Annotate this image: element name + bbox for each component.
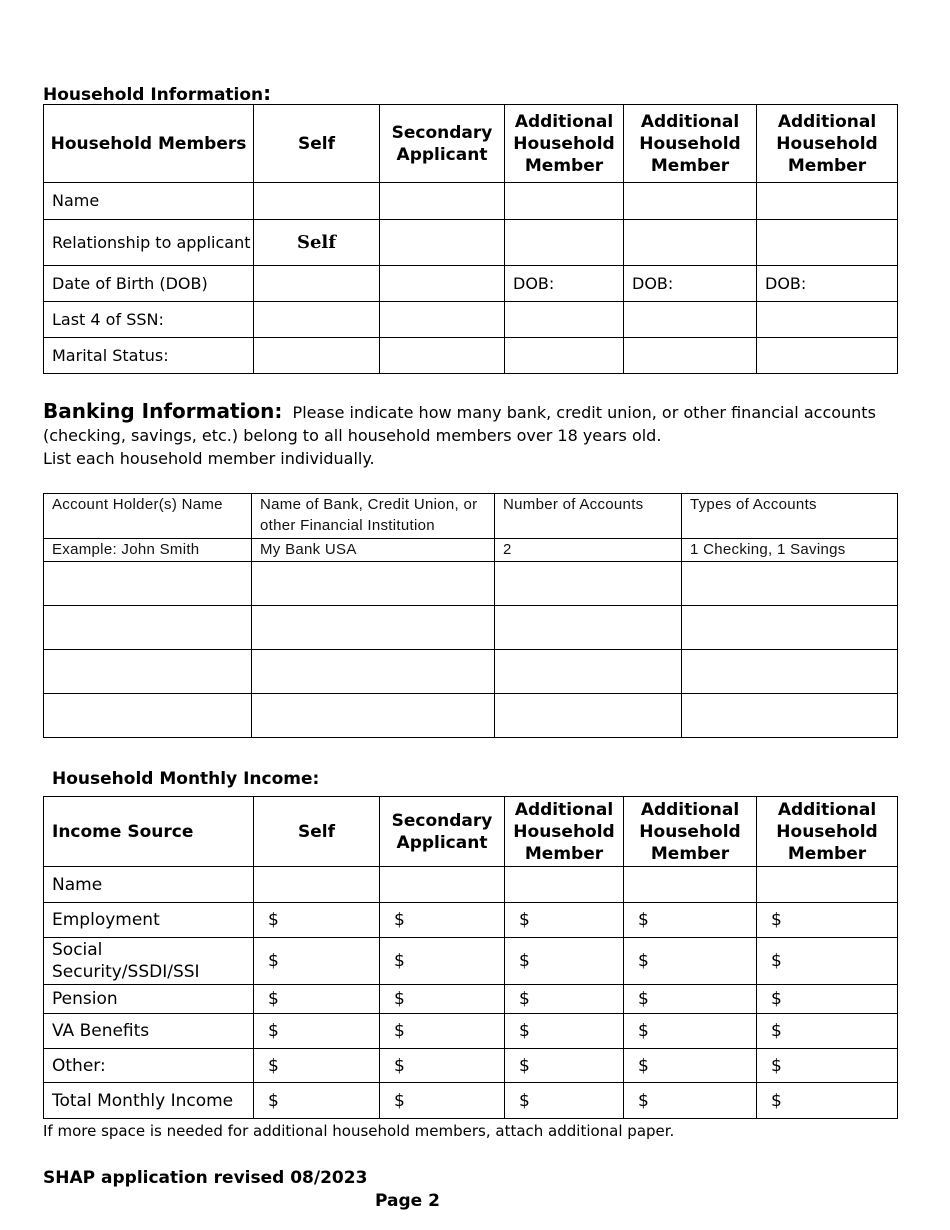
table-cell[interactable] bbox=[254, 183, 380, 220]
col-header: Number of Accounts bbox=[495, 494, 682, 539]
table-cell[interactable] bbox=[495, 562, 682, 606]
col-header: Household Members bbox=[44, 105, 254, 183]
table-row bbox=[44, 266, 898, 302]
table-cell[interactable]: DOB: bbox=[757, 266, 898, 302]
table-cell: 1 Checking, 1 Savings bbox=[682, 539, 898, 562]
household-table bbox=[43, 104, 898, 374]
amount-cell[interactable]: $ bbox=[757, 938, 898, 985]
table-cell[interactable] bbox=[495, 650, 682, 694]
col-header: Secondary Applicant bbox=[380, 797, 505, 867]
revision-footer: SHAP application revised 08/2023 bbox=[43, 1168, 368, 1188]
table-cell[interactable] bbox=[252, 562, 495, 606]
banking-intro bbox=[43, 400, 913, 470]
table-cell[interactable] bbox=[624, 338, 757, 374]
amount-cell[interactable]: $ bbox=[505, 1083, 624, 1119]
col-header: Name of Bank, Credit Union, or other Financial Institution bbox=[252, 494, 495, 539]
table-cell[interactable] bbox=[757, 302, 898, 338]
amount-cell[interactable]: $ bbox=[380, 1014, 505, 1049]
col-header: Additional Household Member bbox=[505, 105, 624, 183]
income-table bbox=[43, 796, 898, 1119]
banking-intro-text-2: List each household member individually. bbox=[43, 449, 375, 468]
table-cell[interactable] bbox=[380, 266, 505, 302]
table-cell[interactable] bbox=[495, 606, 682, 650]
table-cell[interactable] bbox=[254, 266, 380, 302]
table-cell[interactable] bbox=[505, 183, 624, 220]
col-header: Account Holder(s) Name bbox=[44, 494, 252, 539]
table-cell[interactable] bbox=[505, 302, 624, 338]
amount-cell[interactable]: $ bbox=[624, 1014, 757, 1049]
table-cell[interactable]: DOB: bbox=[505, 266, 624, 302]
table-cell[interactable] bbox=[624, 302, 757, 338]
table-cell[interactable] bbox=[254, 302, 380, 338]
amount-cell[interactable]: $ bbox=[757, 1083, 898, 1119]
amount-cell[interactable]: $ bbox=[380, 1049, 505, 1083]
table-cell[interactable] bbox=[682, 694, 898, 738]
table-cell: My Bank USA bbox=[252, 539, 495, 562]
table-row bbox=[44, 903, 898, 938]
table-cell[interactable] bbox=[505, 220, 624, 266]
table-row bbox=[44, 1049, 898, 1083]
table-cell[interactable] bbox=[252, 606, 495, 650]
amount-cell[interactable]: $ bbox=[505, 938, 624, 985]
table-cell: Example: John Smith bbox=[44, 539, 252, 562]
row-label: VA Benefits bbox=[44, 1014, 254, 1049]
banking-table bbox=[43, 493, 898, 738]
table-row bbox=[44, 867, 898, 903]
col-header: Additional Household Member bbox=[624, 105, 757, 183]
col-header: Additional Household Member bbox=[505, 797, 624, 867]
table-cell[interactable] bbox=[380, 183, 505, 220]
table-cell[interactable] bbox=[44, 650, 252, 694]
banking-header-row bbox=[44, 494, 898, 539]
table-cell[interactable] bbox=[380, 302, 505, 338]
col-header: Additional Household Member bbox=[757, 797, 898, 867]
table-row bbox=[44, 220, 898, 266]
row-label: Marital Status: bbox=[44, 338, 254, 374]
table-cell[interactable] bbox=[495, 694, 682, 738]
col-header: Additional Household Member bbox=[624, 797, 757, 867]
table-cell[interactable] bbox=[624, 183, 757, 220]
amount-cell[interactable]: $ bbox=[624, 985, 757, 1014]
amount-cell[interactable]: $ bbox=[757, 985, 898, 1014]
table-row bbox=[44, 1014, 898, 1049]
amount-cell[interactable] bbox=[380, 867, 505, 903]
amount-cell[interactable] bbox=[624, 867, 757, 903]
amount-cell[interactable]: $ bbox=[624, 938, 757, 985]
amount-cell[interactable]: $ bbox=[505, 903, 624, 938]
row-label: Name bbox=[44, 867, 254, 903]
table-row bbox=[44, 985, 898, 1014]
amount-cell[interactable]: $ bbox=[505, 985, 624, 1014]
row-label: Last 4 of SSN: bbox=[44, 302, 254, 338]
row-label: Employment bbox=[44, 903, 254, 938]
col-header: Self bbox=[254, 105, 380, 183]
row-label: Date of Birth (DOB) bbox=[44, 266, 254, 302]
amount-cell[interactable]: $ bbox=[757, 1014, 898, 1049]
income-header-row bbox=[44, 797, 898, 867]
table-cell[interactable] bbox=[757, 220, 898, 266]
table-row bbox=[44, 183, 898, 220]
table-row bbox=[44, 694, 898, 738]
table-cell[interactable]: DOB: bbox=[624, 266, 757, 302]
table-row bbox=[44, 1083, 898, 1119]
amount-cell[interactable] bbox=[505, 867, 624, 903]
table-cell[interactable]: Self bbox=[254, 220, 380, 266]
income-note: If more space is needed for additional household members, attach additional paper. bbox=[43, 1122, 675, 1140]
row-label: Social Security/SSDI/SSI bbox=[44, 938, 254, 985]
col-header: Additional Household Member bbox=[757, 105, 898, 183]
table-cell[interactable] bbox=[757, 183, 898, 220]
table-cell[interactable] bbox=[44, 562, 252, 606]
page-number: Page 2 bbox=[375, 1191, 440, 1211]
row-label: Other: bbox=[44, 1049, 254, 1083]
table-cell[interactable] bbox=[682, 650, 898, 694]
col-header: Income Source bbox=[44, 797, 254, 867]
row-label: Relationship to applicant bbox=[44, 220, 254, 266]
amount-cell[interactable]: $ bbox=[254, 903, 380, 938]
household-header-row bbox=[44, 105, 898, 183]
amount-cell[interactable]: $ bbox=[757, 903, 898, 938]
table-cell[interactable] bbox=[505, 338, 624, 374]
table-cell[interactable] bbox=[682, 606, 898, 650]
table-cell[interactable] bbox=[44, 606, 252, 650]
banking-intro-text: Please indicate how many bank, credit union, or other financial accounts (checking, savings, etc.) belong to all household members over 18 years old. bbox=[43, 403, 876, 445]
amount-cell[interactable] bbox=[757, 867, 898, 903]
amount-cell[interactable]: $ bbox=[757, 1049, 898, 1083]
col-header: Secondary Applicant bbox=[380, 105, 505, 183]
table-row bbox=[44, 650, 898, 694]
table-cell: 2 bbox=[495, 539, 682, 562]
amount-cell[interactable]: $ bbox=[380, 1083, 505, 1119]
table-cell[interactable] bbox=[44, 694, 252, 738]
amount-cell[interactable]: $ bbox=[254, 1049, 380, 1083]
col-header: Self bbox=[254, 797, 380, 867]
amount-cell[interactable] bbox=[254, 867, 380, 903]
amount-cell[interactable]: $ bbox=[254, 1014, 380, 1049]
table-cell[interactable] bbox=[254, 338, 380, 374]
table-cell[interactable] bbox=[380, 338, 505, 374]
table-cell[interactable] bbox=[252, 694, 495, 738]
table-cell[interactable] bbox=[682, 562, 898, 606]
amount-cell[interactable]: $ bbox=[624, 903, 757, 938]
amount-cell[interactable]: $ bbox=[380, 985, 505, 1014]
table-row bbox=[44, 938, 898, 985]
amount-cell[interactable]: $ bbox=[505, 1014, 624, 1049]
table-row bbox=[44, 606, 898, 650]
amount-cell[interactable]: $ bbox=[380, 938, 505, 985]
table-row bbox=[44, 338, 898, 374]
income-section-heading: Household Monthly Income: bbox=[52, 769, 320, 789]
table-cell[interactable] bbox=[252, 650, 495, 694]
table-cell[interactable] bbox=[380, 220, 505, 266]
amount-cell[interactable]: $ bbox=[254, 938, 380, 985]
table-row bbox=[44, 302, 898, 338]
row-label: Pension bbox=[44, 985, 254, 1014]
banking-example-row bbox=[44, 539, 898, 562]
amount-cell[interactable]: $ bbox=[254, 985, 380, 1014]
banking-section-heading: Banking Information: bbox=[43, 399, 283, 423]
table-cell[interactable] bbox=[624, 220, 757, 266]
household-section-heading: Household Information: bbox=[43, 81, 272, 105]
amount-cell[interactable]: $ bbox=[505, 1049, 624, 1083]
row-label: Total Monthly Income bbox=[44, 1083, 254, 1119]
amount-cell[interactable]: $ bbox=[624, 1083, 757, 1119]
amount-cell[interactable]: $ bbox=[254, 1083, 380, 1119]
amount-cell[interactable]: $ bbox=[624, 1049, 757, 1083]
col-header: Types of Accounts bbox=[682, 494, 898, 539]
table-row bbox=[44, 562, 898, 606]
row-label: Name bbox=[44, 183, 254, 220]
amount-cell[interactable]: $ bbox=[380, 903, 505, 938]
table-cell[interactable] bbox=[757, 338, 898, 374]
